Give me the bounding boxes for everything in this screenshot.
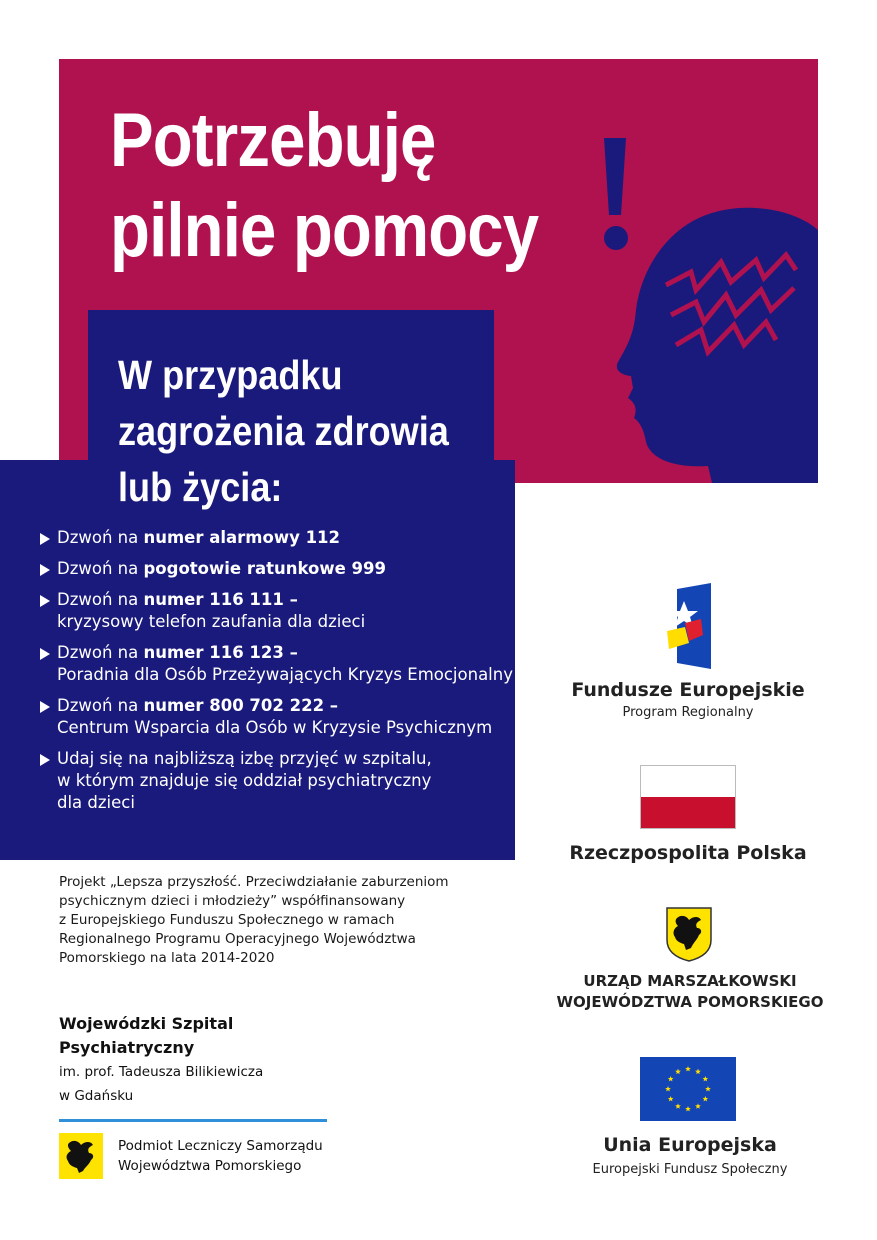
item-description: Poradnia dla Osób Przeżywających Kryzys Emocjonalny (57, 665, 513, 684)
pomeranian-griffin-crest-icon (665, 906, 713, 962)
bullet-triangle-icon (40, 564, 50, 576)
project-line: psychicznym dzieci i młodzieży” współfinansowany (59, 893, 406, 909)
hospital-patron: im. prof. Tadeusza Bilikiewicza (59, 1064, 264, 1080)
item-bold-text: numer 800 702 222 – (143, 696, 339, 715)
item-description: dla dzieci (57, 793, 135, 812)
fundusze-europejskie-subtitle: Program Regionalny (622, 705, 754, 720)
list-item (38, 748, 513, 814)
bullet-triangle-icon (40, 533, 50, 545)
item-bold-text: pogotowie ratunkowe 999 (143, 559, 386, 578)
item-text: Dzwoń na (57, 528, 144, 547)
project-line: z Europejskiego Funduszu Społecznego w ramach (59, 912, 395, 928)
unia-europejska-title: Unia Europejska (603, 1134, 777, 1156)
hospital-city: w Gdańsku (59, 1088, 134, 1104)
podmiot-text (118, 1136, 323, 1176)
unia-europejska-subtitle: Europejski Fundusz Społeczny (592, 1162, 788, 1177)
hospital-name-line: Psychiatryczny (59, 1038, 195, 1057)
urzad-marszalkowski-line-2: WOJEWÓDZTWA POMORSKIEGO (556, 993, 824, 1011)
list-item (38, 695, 513, 739)
item-text: Dzwoń na (57, 590, 144, 609)
divider (59, 1119, 327, 1122)
headline-line-1: Potrzebuję (110, 98, 436, 183)
project-line: Regionalnego Programu Operacyjnego Województwa (59, 931, 416, 947)
item-description: kryzysowy telefon zaufania dla dzieci (57, 612, 366, 631)
item-bold-text: numer alarmowy 112 (143, 528, 341, 547)
pomeranian-griffin-small-icon (59, 1133, 103, 1179)
head-profile-with-exclamation-icon (596, 130, 818, 483)
list-item (38, 558, 513, 580)
headline-line-2: pilnie pomocy (110, 188, 539, 273)
list-item (38, 527, 513, 549)
project-line: Projekt „Lepsza przyszłość. Przeciwdziałanie zaburzeniom (59, 874, 449, 890)
hospital-name (59, 1012, 263, 1108)
list-item (38, 642, 513, 686)
item-text: Udaj się na najbliższą izbę przyjęć w szpitalu, (57, 749, 432, 768)
bullet-triangle-icon (40, 701, 50, 713)
info-heading-line-3: lub życia: (118, 464, 283, 510)
podmiot-line: Podmiot Leczniczy Samorządu (118, 1138, 323, 1154)
item-bold-text: numer 116 111 – (143, 590, 298, 609)
rzeczpospolita-title: Rzeczpospolita Polska (569, 842, 807, 864)
item-text: Dzwoń na (57, 696, 144, 715)
eu-flag-icon (640, 1057, 736, 1121)
item-text: Dzwoń na (57, 559, 144, 578)
bullet-triangle-icon (40, 648, 50, 660)
info-heading (118, 347, 449, 515)
list-item (38, 589, 513, 633)
project-line: Pomorskiego na lata 2014-2020 (59, 950, 275, 966)
item-text: Dzwoń na (57, 643, 144, 662)
info-heading-line-2: zagrożenia zdrowia (118, 408, 449, 454)
hospital-name-line: Wojewódzki Szpital (59, 1014, 234, 1033)
polish-flag-icon (640, 765, 736, 829)
item-bold-text: numer 116 123 – (143, 643, 298, 662)
item-description: Centrum Wsparcia dla Osób w Kryzysie Psychicznym (57, 718, 493, 737)
fundusze-europejskie-title: Fundusze Europejskie (571, 679, 805, 701)
podmiot-line: Województwa Pomorskiego (118, 1158, 302, 1174)
headline (110, 96, 538, 276)
info-heading-line-1: W przypadku (118, 352, 343, 398)
bullet-triangle-icon (40, 754, 50, 766)
fundusze-europejskie-logo-icon (667, 583, 711, 669)
item-description: w którym znajduje się oddział psychiatryczny (57, 771, 432, 790)
bullet-triangle-icon (40, 595, 50, 607)
urzad-marszalkowski-line-1: URZĄD MARSZAŁKOWSKI (583, 972, 797, 990)
emergency-list (38, 527, 513, 823)
project-note (59, 873, 489, 968)
